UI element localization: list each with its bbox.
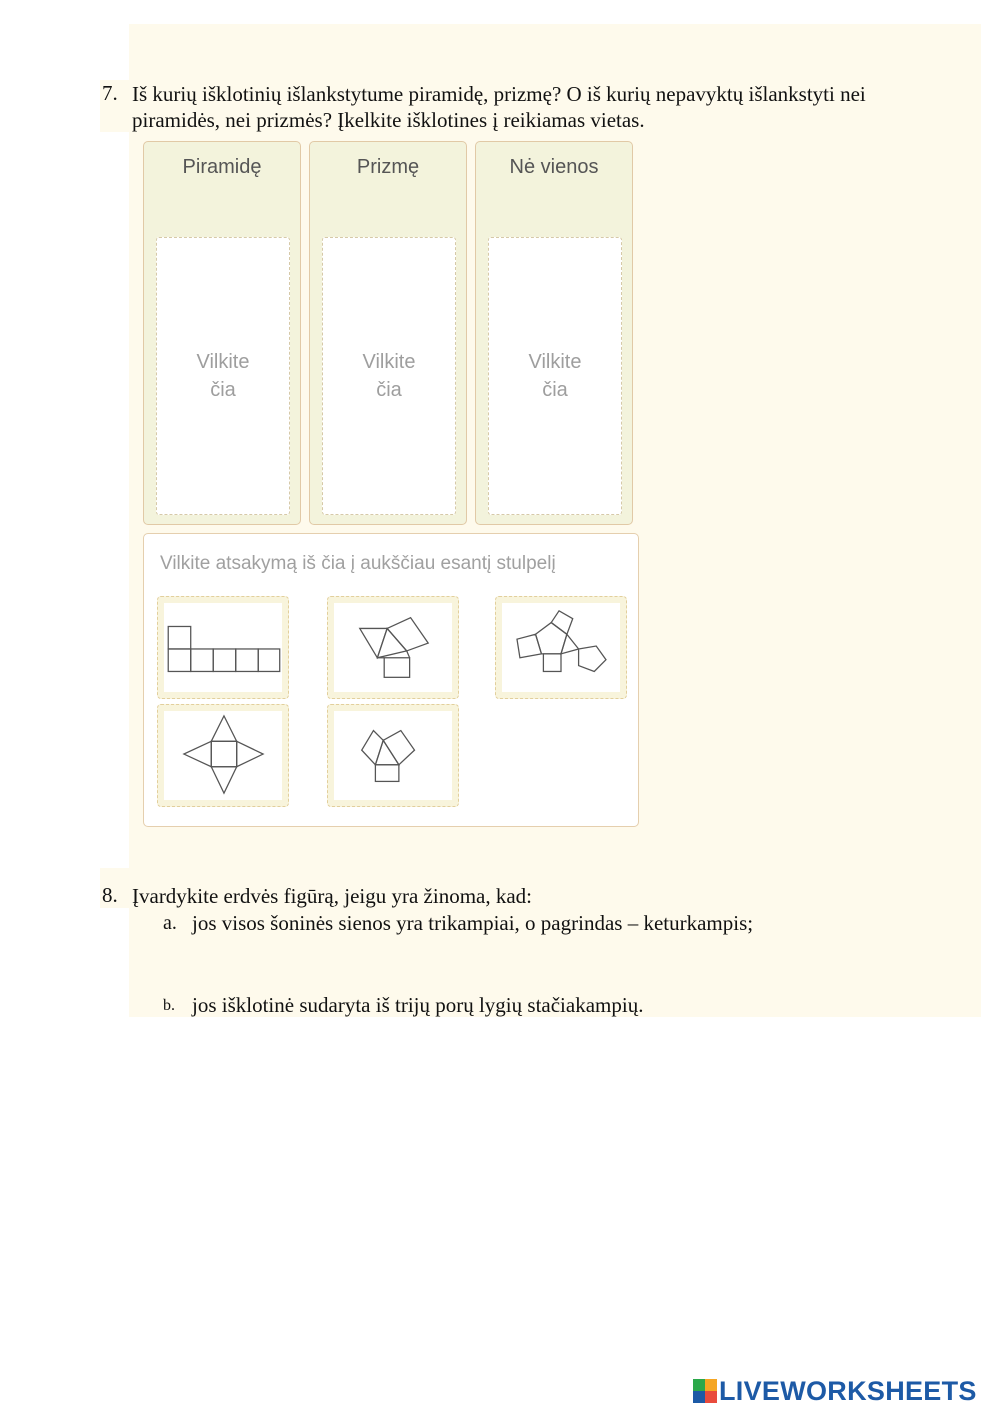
draggable-net-card[interactable] (495, 596, 627, 699)
answer-bank (143, 533, 639, 827)
content-background-strip (160, 930, 190, 990)
draggable-net-card[interactable] (327, 704, 459, 807)
drop-hint-line2: čia (210, 379, 236, 401)
liveworksheets-logo (693, 1376, 977, 1406)
draggable-net-card[interactable] (157, 596, 289, 699)
drop-zone[interactable] (322, 237, 456, 515)
sub-item-marker-a: a. (163, 912, 177, 934)
category-title: Nė vienos (509, 156, 599, 178)
category-column-ne-vienos (475, 141, 633, 525)
drop-zone[interactable] (156, 237, 290, 515)
sub-item-text-a: jos visos šoninės sienos yra trikampiai, o pagrindas – keturkampis; (192, 911, 754, 935)
category-title: Piramidę (182, 156, 262, 178)
liveworksheets-logo-icon (693, 1379, 717, 1403)
question-7-number: 7. (102, 81, 118, 105)
draggable-net-card[interactable] (157, 704, 289, 807)
pentagonal-prism-net-icon (502, 603, 620, 692)
question-8-number: 8. (102, 883, 118, 907)
drop-hint-line2: čia (542, 379, 568, 401)
category-column-prizme (309, 141, 467, 525)
drop-hint-line1: Vilkite (196, 351, 250, 373)
question-8-text: Įvardykite erdvės figūrą, jeigu yra žinoma, kad: (132, 884, 533, 908)
category-title: Prizmę (356, 156, 420, 178)
answer-bank-prompt: Vilkite atsakymą iš čia į aukščiau esantį stulpelį (160, 553, 556, 574)
sub-item-marker-b: b. (163, 997, 175, 1014)
drop-hint-line1: Vilkite (528, 351, 582, 373)
logo-text: LIVEWORKSHEETS (719, 1375, 977, 1406)
drop-hint-line1: Vilkite (362, 351, 416, 373)
drop-hint-line2: čia (376, 379, 402, 401)
category-column-piramide (143, 141, 301, 525)
square-pyramid-net-icon (164, 711, 282, 800)
triangular-net-icon (334, 603, 452, 692)
sub-item-text-b: jos išklotinė sudaryta iš trijų porų lygių stačiakampių. (192, 993, 644, 1017)
drop-zone[interactable] (488, 237, 622, 515)
question-7-text-line2: piramidės, nei prizmės? Įkelkite išklotines į reikiamas vietas. (132, 108, 645, 132)
triangular-net-small-icon (334, 711, 452, 800)
draggable-net-card[interactable] (327, 596, 459, 699)
cube-net-icon (164, 603, 282, 692)
question-7-text-line1: Iš kurių išklotinių išlankstytume piramidę, prizmę? O iš kurių nepavyktų išlankstyti nei (132, 82, 866, 106)
